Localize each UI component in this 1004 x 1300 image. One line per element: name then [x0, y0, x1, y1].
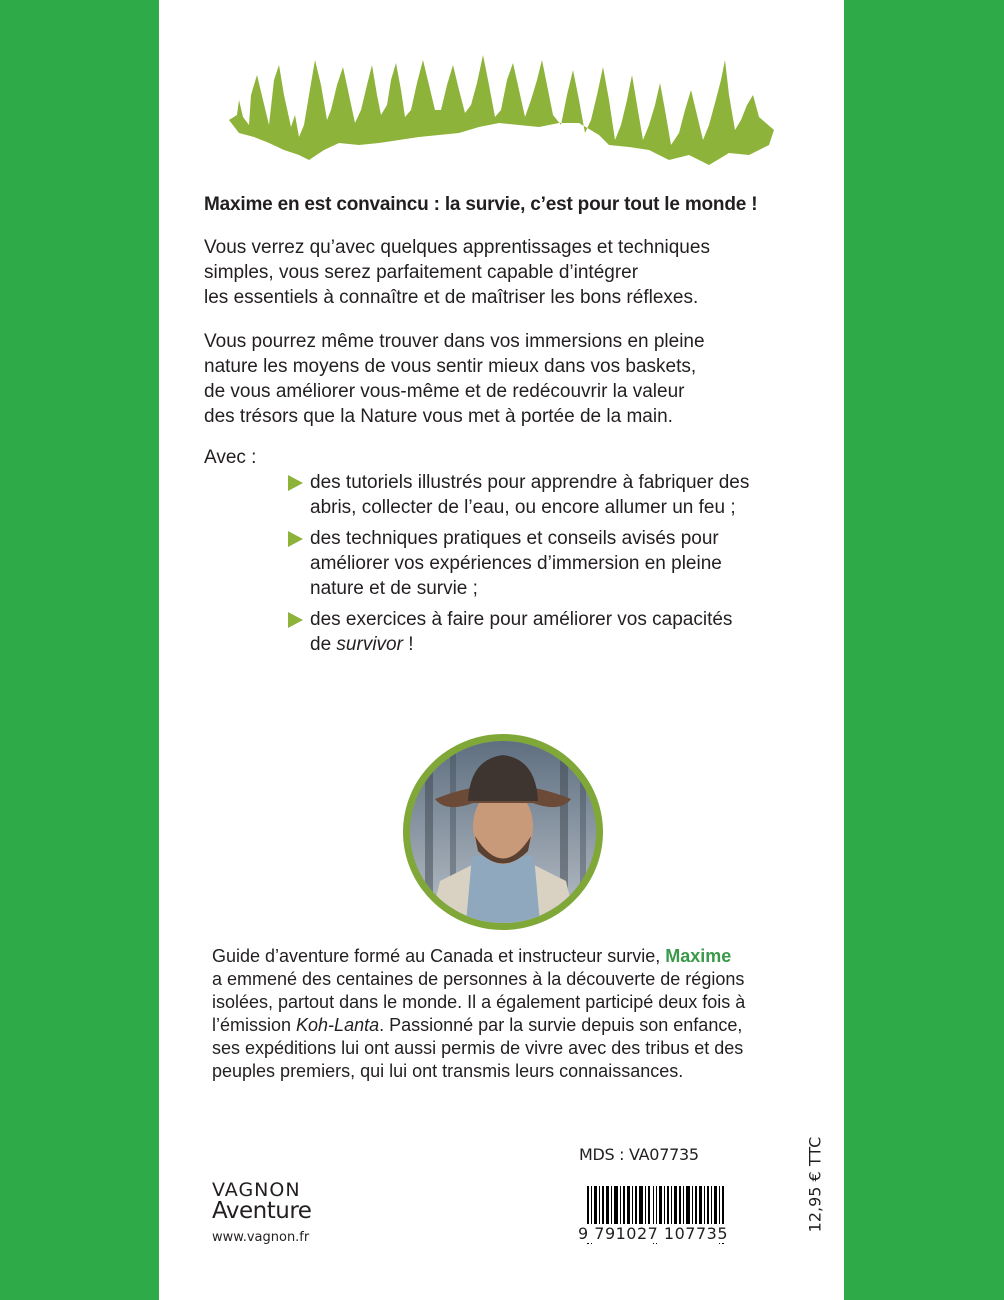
text-line — [212, 1014, 745, 1037]
publisher-logo — [212, 1180, 322, 1245]
text-line: des techniques pratiques et conseils avisés pour — [310, 528, 719, 549]
text-fragment: l’émission — [212, 1015, 297, 1035]
text-fragment: ! — [402, 634, 414, 655]
features-label: Avec : — [204, 447, 257, 468]
text-fragment: Guide d’aventure formé au Canada et instructeur survie, — [212, 946, 666, 966]
show-title: Koh-Lanta — [296, 1015, 380, 1035]
list-item — [285, 607, 749, 657]
left-green-band — [0, 0, 159, 1300]
publisher-url: www.vagnon.fr — [212, 1230, 310, 1245]
text-line: nature les moyens de vous sentir mieux dans vos baskets, — [204, 356, 697, 377]
lead-statement: Maxime en est convaincu : la survie, c’est pour tout le monde ! — [204, 194, 758, 215]
text-fragment: . Passionné par la survie depuis son enfance, — [379, 1015, 743, 1035]
text-line: des tutoriels illustrés pour apprendre à fabriquer des — [310, 472, 750, 493]
text-line: ses expéditions lui ont aussi permis de vivre avec des tribus et des — [212, 1038, 744, 1058]
text-line: des exercices à faire pour améliorer vos capacités — [310, 609, 733, 630]
intro-paragraph-2 — [204, 329, 705, 429]
list-item — [285, 526, 749, 601]
triangle-bullet-icon — [288, 612, 303, 628]
list-item — [285, 470, 749, 520]
author-portrait — [403, 734, 603, 930]
text-line: les essentiels à connaître et de maîtriser les bons réflexes. — [204, 287, 699, 308]
right-green-band — [844, 0, 1004, 1300]
text-line: des trésors que la Nature vous met à portée de la main. — [204, 406, 673, 427]
publisher-name: VAGNON — [212, 1179, 301, 1201]
text-line — [310, 632, 749, 657]
author-name: Maxime — [665, 946, 732, 966]
text-line: abris, collecter de l’eau, ou encore allumer un feu ; — [310, 497, 736, 518]
back-cover — [159, 0, 844, 1300]
text-line: de vous améliorer vous-même et de redécouvrir la valeur — [204, 381, 685, 402]
text-line: Vous verrez qu’avec quelques apprentissages et techniques — [204, 237, 710, 258]
text-line: isolées, partout dans le monde. Il a également participé deux fois à — [212, 992, 746, 1012]
text-fragment: de — [310, 634, 337, 655]
text-line: a emmené des centaines de personnes à la découverte de régions — [212, 969, 745, 989]
triangle-bullet-icon — [288, 475, 303, 491]
author-bio — [212, 945, 745, 1083]
text-line: nature et de survie ; — [310, 578, 478, 599]
text-line: simples, vous serez parfaitement capable d’intégrer — [204, 262, 639, 283]
features-list — [285, 470, 749, 663]
text-line: améliorer vos expériences d’immersion en pleine — [310, 553, 722, 574]
text-line: Vous pourrez même trouver dans vos immersions en pleine — [204, 331, 705, 352]
price: 12,95 € TTC — [805, 1136, 825, 1233]
intro-paragraph-1 — [204, 235, 710, 310]
mds-code: MDS : VA07735 — [579, 1145, 699, 1164]
text-line: peuples premiers, qui lui ont transmis leurs connaissances. — [212, 1061, 684, 1081]
italic-term: survivor — [336, 634, 403, 655]
text-line — [212, 945, 745, 968]
pine-trees-illustration — [229, 55, 774, 165]
portrait-illustration — [410, 741, 596, 923]
publisher-collection: Aventure — [212, 1198, 312, 1224]
triangle-bullet-icon — [288, 531, 303, 547]
isbn-number: 9 791027 107735 — [578, 1224, 729, 1243]
